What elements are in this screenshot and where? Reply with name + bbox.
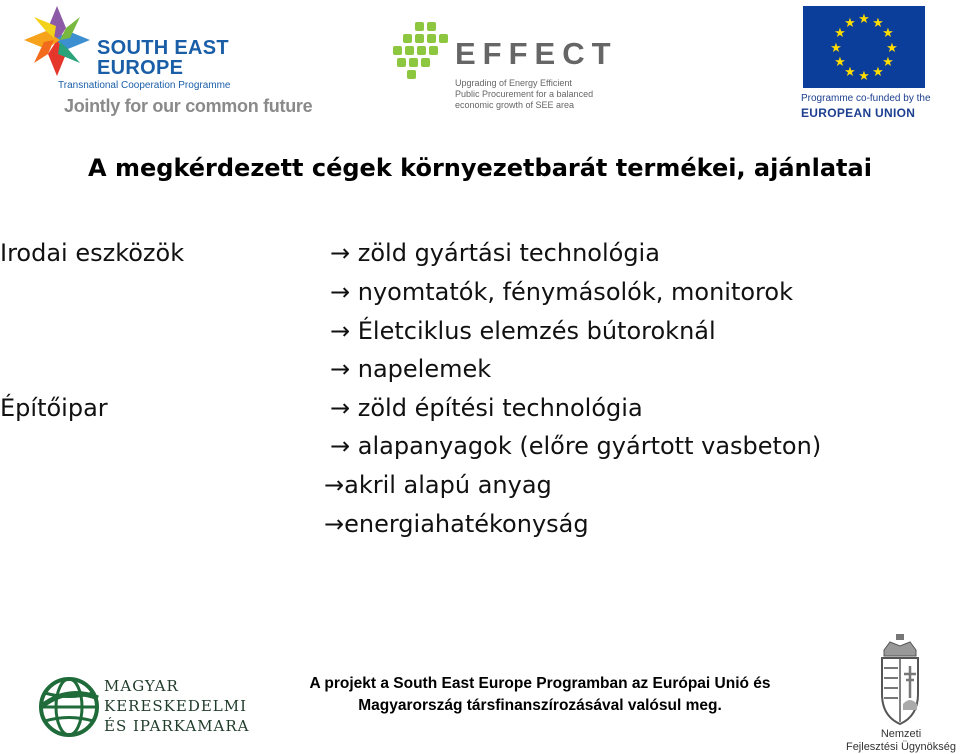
svg-text:★: ★ — [844, 65, 856, 80]
list-item-text: akril alapú anyag — [344, 471, 552, 499]
arrow-right-icon: → — [330, 317, 351, 345]
eu-cofunding-logo — [800, 6, 930, 122]
svg-text:★: ★ — [886, 41, 898, 56]
list-item-text: napelemek — [357, 355, 492, 383]
effect-description — [455, 78, 593, 111]
list-item — [330, 316, 716, 346]
globe-icon — [38, 676, 100, 738]
hungarian-coat-of-arms-icon — [876, 632, 924, 726]
list-item-text: energiahatékonyság — [344, 510, 589, 538]
svg-text:★: ★ — [872, 16, 884, 31]
funding-note-line1: A projekt a South East Europe Programban az Európai Unió és — [309, 675, 771, 692]
list-item-text: zöld gyártási technológia — [357, 239, 660, 267]
list-item — [330, 238, 660, 268]
eu-stars-icon — [803, 6, 925, 88]
arrow-right-icon: → — [330, 239, 351, 267]
svg-text:★: ★ — [844, 16, 856, 31]
nfu-logo — [840, 632, 960, 753]
list-item — [330, 431, 821, 461]
list-item-text: nyomtatók, fénymásolók, monitorok — [357, 278, 793, 306]
eu-cofunded-text: Programme co-funded by the — [801, 93, 931, 104]
nfu-name — [842, 728, 960, 754]
svg-text:★: ★ — [858, 12, 870, 27]
list-item — [330, 354, 491, 384]
list-item — [330, 393, 643, 423]
mkik-name — [104, 676, 250, 736]
eu-union-text: EUROPEAN UNION — [801, 106, 916, 120]
svg-text:★: ★ — [882, 26, 894, 41]
see-subtitle: Transnational Cooperation Programme — [58, 80, 231, 91]
south-east-europe-logo — [22, 4, 342, 120]
see-programme-name — [97, 38, 229, 78]
see-name-line2: EUROPE — [97, 57, 184, 79]
mkik-line2: KERESKEDELMI — [104, 697, 248, 715]
eu-flag — [803, 6, 925, 88]
category-label-office: Irodai eszközök — [0, 239, 185, 267]
svg-text:★: ★ — [834, 55, 846, 70]
funding-note — [260, 673, 820, 717]
list-item — [324, 470, 552, 500]
funding-note-line2: Magyarország társfinanszírozásával valósul meg. — [358, 697, 722, 714]
svg-text:★: ★ — [830, 41, 842, 56]
effect-desc-line1: Upgrading of Energy Efficient — [455, 78, 572, 88]
arrow-right-icon: → — [330, 355, 351, 383]
svg-text:★: ★ — [858, 69, 870, 84]
effect-desc-line2: Public Procurement for a balanced — [455, 89, 594, 99]
page-title: A megkérdezett cégek környezetbarát termékei, ajánlatai — [88, 154, 872, 182]
arrow-right-icon: → — [324, 510, 345, 538]
effect-wordmark: EFFECT — [455, 36, 618, 71]
list-item-text: zöld építési technológia — [357, 394, 643, 422]
arrow-right-icon: → — [330, 394, 351, 422]
list-item-text: Életciklus elemzés bútoroknál — [357, 317, 716, 345]
svg-text:★: ★ — [882, 55, 894, 70]
arrow-right-icon: → — [330, 278, 351, 306]
see-tagline: Jointly for our common future — [64, 96, 313, 116]
arrow-right-icon: → — [330, 432, 351, 460]
list-item — [324, 509, 589, 539]
arrow-right-icon: → — [324, 471, 345, 499]
svg-text:★: ★ — [872, 65, 884, 80]
effect-dots-icon — [393, 20, 453, 82]
see-star-icon — [22, 4, 92, 82]
nfu-line2: Fejlesztési Ügynökség — [845, 741, 957, 753]
nfu-line1: Nemzeti — [880, 728, 922, 740]
mkik-logo — [38, 672, 278, 742]
list-item — [330, 277, 793, 307]
mkik-line1: MAGYAR — [104, 677, 179, 695]
category-label-construction: Építőipar — [0, 394, 108, 422]
effect-desc-line3: economic growth of SEE area — [455, 100, 575, 110]
svg-text:★: ★ — [834, 26, 846, 41]
effect-project-logo — [393, 20, 638, 115]
list-item-text: alapanyagok (előre gyártott vasbeton) — [357, 432, 822, 460]
see-name-line1: SOUTH EAST — [97, 37, 229, 59]
mkik-line3: ÉS IPARKAMARA — [104, 717, 250, 735]
